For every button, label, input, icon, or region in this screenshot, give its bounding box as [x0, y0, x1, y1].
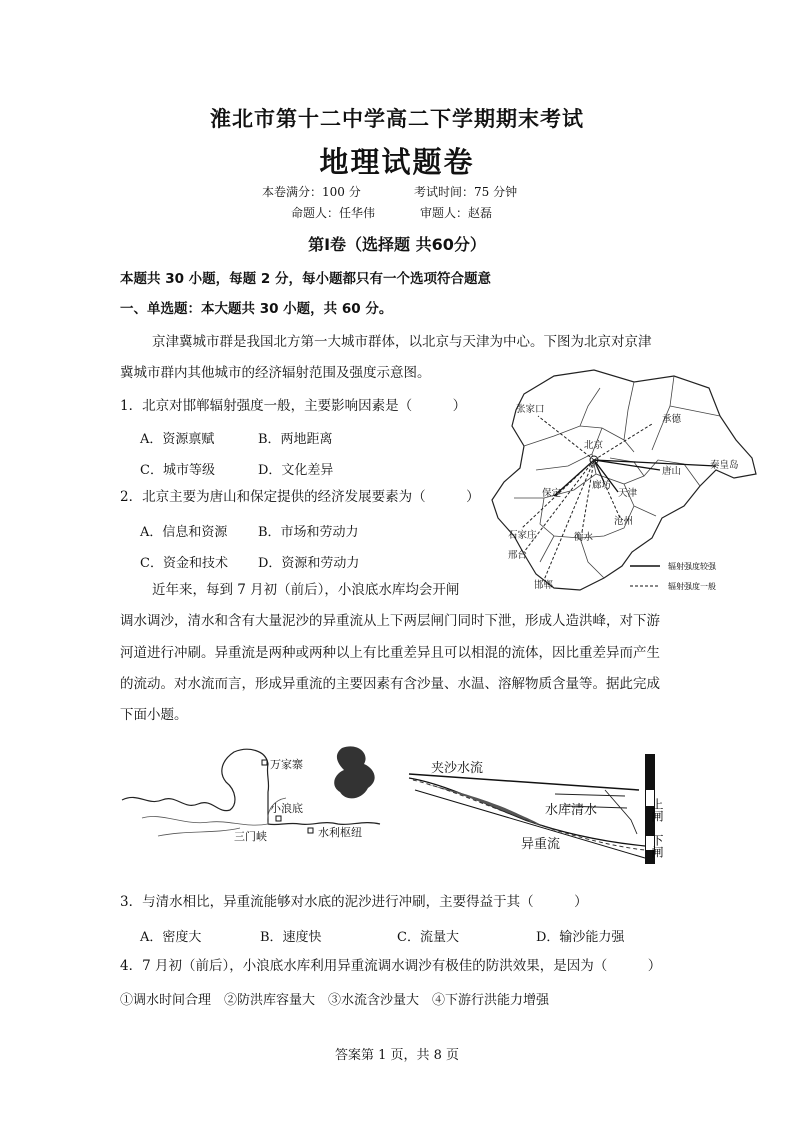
q2-stem: 2．北京主要为唐山和保定提供的经济发展要素为（ ） — [120, 489, 480, 505]
city-tangshan: 唐山 — [662, 466, 682, 477]
city-qinhuangdao: 秦皇岛 — [710, 460, 739, 471]
q2-option-b[interactable]: B．市场和劳动力 — [258, 525, 359, 540]
passage2-line4: 的流动。对水流而言，形成异重流的主要因素有含沙量、水温、溶解物质含量等。据此完成 — [120, 676, 660, 692]
exam-time: 考试时间：75 分钟 — [414, 185, 518, 199]
q1-option-a[interactable]: A．资源禀赋 — [140, 432, 215, 447]
q3-option-b[interactable]: B．速度快 — [260, 930, 322, 945]
water-hub-marker — [308, 828, 313, 833]
city-shijiazhuang: 石家庄 — [508, 530, 537, 541]
label-upper-gate: 上闸 — [650, 798, 664, 822]
label-water-hub: 水利枢纽 — [318, 826, 362, 839]
q3-option-a[interactable]: A．密度大 — [140, 930, 202, 945]
passage1-line1: 京津冀城市群是我国北方第一大城市群体，以北京与天津为中心。下图为北京对京津 — [152, 334, 652, 350]
density-current-diagram — [405, 750, 675, 868]
city-beijing: 北京 — [584, 440, 604, 451]
legend-strong-label: 辐射强度较强 — [668, 562, 716, 571]
passage2-line5: 下面小题。 — [120, 707, 188, 723]
sediment-flow — [425, 784, 541, 825]
q2-option-d[interactable]: D．资源和劳动力 — [258, 556, 360, 571]
yellow-river-map — [118, 740, 388, 850]
section-title: 第Ⅰ卷（选择题 共60分） — [308, 235, 486, 254]
city-baoding: 保定 — [542, 488, 562, 499]
passage1-line2: 冀城市群内其他城市的经济辐射范围及强度示意图。 — [120, 365, 431, 381]
q2-option-c[interactable]: C．资金和技术 — [140, 556, 228, 571]
jingjinji-radiation-map — [484, 366, 774, 598]
label-wanjiazhai: 万家寨 — [270, 758, 303, 771]
q2-option-a[interactable]: A．信息和资源 — [140, 525, 228, 540]
q1-option-b[interactable]: B．两地距离 — [258, 432, 333, 447]
city-chengde: 承德 — [662, 414, 682, 425]
city-handan: 邯郸 — [534, 580, 554, 591]
q3-option-c[interactable]: C．流量大 — [397, 930, 459, 945]
city-cangzhou: 沧州 — [614, 516, 634, 527]
xiaolangdi-marker — [276, 816, 281, 821]
exam-subtitle: 地理试题卷 — [319, 145, 475, 179]
label-sanmenxia: 三门峡 — [234, 830, 267, 843]
label-clear-water: 水库清水 — [545, 803, 598, 818]
exam-score: 本卷满分：100 分 — [262, 185, 361, 199]
q3-stem: 3．与清水相比，异重流能够对水底的泥沙进行冲刷，主要得益于其（ ） — [120, 894, 588, 910]
city-hengshui: 衡水 — [574, 532, 594, 543]
passage2-line2: 调水调沙，清水和含有大量泥沙的异重流从上下两层闸门同时下泄，形成人造洪峰，对下游 — [120, 613, 660, 629]
q4-stem: 4．7 月初（前后），小浪底水库利用异重流调水调沙有极佳的防洪效果，是因为（ ） — [120, 958, 662, 974]
label-lower-gate: 下闸 — [650, 834, 664, 858]
q4-statements: ①调水时间合理 ②防洪库容量大 ③水流含沙量大 ④下游行洪能力增强 — [120, 993, 550, 1008]
map-borders — [514, 376, 720, 578]
q1-option-d[interactable]: D．文化差异 — [258, 463, 334, 478]
exam-author: 命题人：任华伟 — [291, 206, 376, 220]
exam-reviewer: 审题人：赵磊 — [420, 206, 493, 220]
city-xingtai: 邢台 — [508, 550, 528, 561]
page-footer: 答案第 1 页，共 8 页 — [334, 1048, 460, 1063]
reservoir-blob — [334, 746, 374, 798]
q1-option-c[interactable]: C．城市等级 — [140, 463, 215, 478]
label-xiaolangdi: 小浪底 — [270, 802, 303, 815]
label-sediment-water: 夹沙水流 — [431, 761, 484, 776]
legend-normal-label: 辐射强度一般 — [668, 582, 716, 591]
q3-option-d[interactable]: D．输沙能力强 — [536, 930, 625, 945]
section-part: 一、单选题：本大题共 30 小题，共 60 分。 — [120, 301, 393, 317]
passage2-line1: 近年来，每到 7 月初（前后），小浪底水库均会开闸 — [152, 582, 460, 598]
city-zhangjiakou: 张家口 — [516, 404, 545, 415]
map-outline — [492, 370, 756, 590]
label-density-current: 异重流 — [521, 837, 561, 852]
q1-stem: 1．北京对邯郸辐射强度一般，主要影响因素是（ ） — [120, 398, 467, 414]
passage2-line3: 河道进行冲刷。异重流是两种或两种以上有比重差异且可以相混的流体，因比重差异而产生 — [120, 645, 660, 661]
exam-title: 淮北市第十二中学高二下学期期末考试 — [210, 106, 584, 131]
city-langfang: 廊坊 — [592, 480, 612, 491]
section-instruction: 本题共 30 小题，每题 2 分，每小题都只有一个选项符合题意 — [120, 271, 491, 287]
wanjiazhai-marker — [262, 760, 267, 765]
city-tianjin: 天津 — [618, 488, 638, 499]
